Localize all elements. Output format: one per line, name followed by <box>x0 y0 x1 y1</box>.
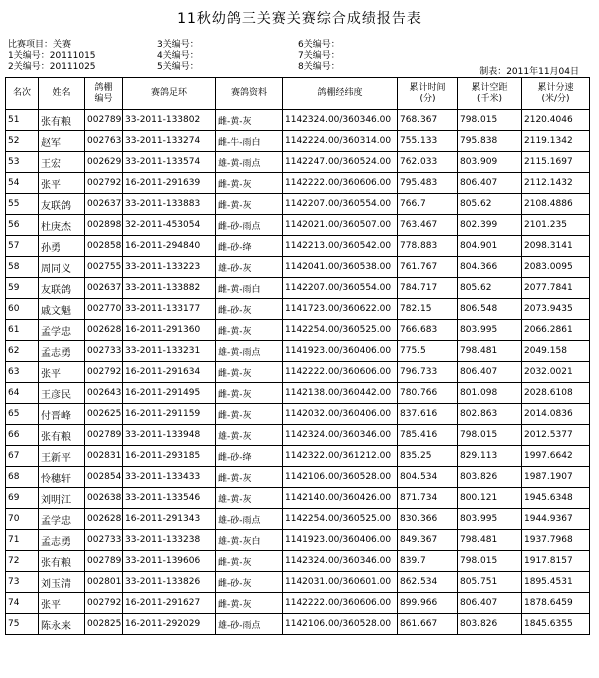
cell-ring: 16-2011-291639 <box>123 173 216 194</box>
cell-speed: 2120.4046 <box>522 110 590 131</box>
cell-info: 雄-砂-灰 <box>216 257 283 278</box>
cell-loft-id: 002637 <box>85 194 123 215</box>
cell-time: 761.767 <box>398 257 458 278</box>
cell-rank: 54 <box>6 173 39 194</box>
cell-time: 835.25 <box>398 446 458 467</box>
cell-name: 怜穗轩 <box>39 467 85 488</box>
cell-ring: 33-2011-133177 <box>123 299 216 320</box>
cell-speed: 2098.3141 <box>522 236 590 257</box>
cell-ring: 33-2011-133883 <box>123 194 216 215</box>
cell-info: 雌-黄-灰 <box>216 362 283 383</box>
cell-time: 778.883 <box>398 236 458 257</box>
cell-distance: 805.62 <box>458 278 522 299</box>
cell-name: 张有粮 <box>39 551 85 572</box>
cell-distance: 806.407 <box>458 173 522 194</box>
cell-ring: 33-2011-133574 <box>123 152 216 173</box>
cell-loft-id: 002854 <box>85 467 123 488</box>
cell-loft-id: 002733 <box>85 341 123 362</box>
table-row <box>6 572 590 593</box>
cell-name: 周同义 <box>39 257 85 278</box>
cell-loft-id: 002792 <box>85 173 123 194</box>
cell-info: 雄-砂-雨点 <box>216 614 283 635</box>
cell-rank: 57 <box>6 236 39 257</box>
meta-right <box>298 40 340 73</box>
cell-coords: 1142106.00/360528.00 <box>283 467 398 488</box>
cell-distance: 829.113 <box>458 446 522 467</box>
col-coords: 鸽棚经纬度 <box>283 78 398 110</box>
cell-rank: 51 <box>6 110 39 131</box>
cell-coords: 1142138.00/360442.00 <box>283 383 398 404</box>
cell-time: 849.367 <box>398 530 458 551</box>
cell-time: 862.534 <box>398 572 458 593</box>
cell-rank: 61 <box>6 320 39 341</box>
cell-ring: 33-2011-133802 <box>123 110 216 131</box>
table-row <box>6 593 590 614</box>
cell-speed: 1944.9367 <box>522 509 590 530</box>
cell-name: 王彦民 <box>39 383 85 404</box>
cell-loft-id: 002628 <box>85 320 123 341</box>
cell-speed: 1945.6348 <box>522 488 590 509</box>
table-row <box>6 110 590 131</box>
cell-rank: 65 <box>6 404 39 425</box>
cell-ring: 33-2011-133546 <box>123 488 216 509</box>
cell-speed: 2049.158 <box>522 341 590 362</box>
cell-time: 830.366 <box>398 509 458 530</box>
table-row <box>6 530 590 551</box>
meta-stage-6: 6关编号： <box>298 40 340 50</box>
col-loft-id: 鸽棚 编号 <box>85 78 123 110</box>
cell-info: 雌-黄-灰 <box>216 383 283 404</box>
cell-distance: 804.901 <box>458 236 522 257</box>
cell-coords: 1142207.00/360554.00 <box>283 194 398 215</box>
cell-coords: 1142213.00/360542.00 <box>283 236 398 257</box>
cell-rank: 56 <box>6 215 39 236</box>
cell-rank: 60 <box>6 299 39 320</box>
cell-loft-id: 002637 <box>85 278 123 299</box>
cell-name: 孙勇 <box>39 236 85 257</box>
meta-stage-8: 8关编号： <box>298 62 340 72</box>
cell-ring: 33-2011-133948 <box>123 425 216 446</box>
cell-ring: 16-2011-291495 <box>123 383 216 404</box>
cell-time: 839.7 <box>398 551 458 572</box>
cell-info: 雌-砂-灰 <box>216 299 283 320</box>
cell-speed: 1845.6355 <box>522 614 590 635</box>
cell-ring: 33-2011-133223 <box>123 257 216 278</box>
meta-stage-3: 3关编号： <box>157 40 199 50</box>
cell-speed: 2028.6108 <box>522 383 590 404</box>
table-row <box>6 425 590 446</box>
cell-loft-id: 002628 <box>85 509 123 530</box>
cell-info: 雄-黄-灰白 <box>216 530 283 551</box>
cell-rank: 66 <box>6 425 39 446</box>
made-date: 制表：2011年11月04日 <box>479 67 579 77</box>
cell-coords: 1142247.00/360524.00 <box>283 152 398 173</box>
col-ring: 赛鸽足环 <box>123 78 216 110</box>
cell-name: 友联鸽 <box>39 194 85 215</box>
table-row <box>6 488 590 509</box>
cell-name: 孟学忠 <box>39 320 85 341</box>
table-row <box>6 299 590 320</box>
cell-rank: 72 <box>6 551 39 572</box>
cell-distance: 805.751 <box>458 572 522 593</box>
col-info: 赛鸽资料 <box>216 78 283 110</box>
cell-distance: 802.863 <box>458 404 522 425</box>
cell-speed: 1878.6459 <box>522 593 590 614</box>
cell-coords: 1142324.00/360346.00 <box>283 551 398 572</box>
cell-info: 雌-砂-雨点 <box>216 215 283 236</box>
cell-loft-id: 002789 <box>85 425 123 446</box>
cell-distance: 800.121 <box>458 488 522 509</box>
table-row <box>6 236 590 257</box>
cell-name: 张平 <box>39 362 85 383</box>
cell-time: 871.734 <box>398 488 458 509</box>
cell-coords: 1142222.00/360606.00 <box>283 362 398 383</box>
cell-info: 雄-黄-雨点 <box>216 341 283 362</box>
cell-distance: 806.548 <box>458 299 522 320</box>
cell-ring: 16-2011-292029 <box>123 614 216 635</box>
cell-coords: 1142207.00/360554.00 <box>283 278 398 299</box>
cell-rank: 74 <box>6 593 39 614</box>
cell-info: 雄-黄-灰 <box>216 425 283 446</box>
cell-loft-id: 002898 <box>85 215 123 236</box>
cell-info: 雌-砂-绛 <box>216 236 283 257</box>
meta-event: 比赛项目：关赛 <box>8 40 72 50</box>
cell-info: 雌-黄-灰 <box>216 551 283 572</box>
cell-name: 友联鸽 <box>39 278 85 299</box>
cell-speed: 2012.5377 <box>522 425 590 446</box>
cell-speed: 1987.1907 <box>522 467 590 488</box>
meta-middle <box>157 40 199 73</box>
cell-distance: 804.366 <box>458 257 522 278</box>
cell-name: 付晋峰 <box>39 404 85 425</box>
cell-distance: 798.015 <box>458 110 522 131</box>
table-row <box>6 215 590 236</box>
cell-info: 雄-砂-雨点 <box>216 509 283 530</box>
table-row <box>6 509 590 530</box>
cell-time: 861.667 <box>398 614 458 635</box>
cell-time: 766.7 <box>398 194 458 215</box>
col-rank: 名次 <box>6 78 39 110</box>
cell-coords: 1142041.00/360538.00 <box>283 257 398 278</box>
cell-speed: 2066.2861 <box>522 320 590 341</box>
cell-rank: 69 <box>6 488 39 509</box>
cell-loft-id: 002733 <box>85 530 123 551</box>
cell-ring: 33-2011-133231 <box>123 341 216 362</box>
results-table <box>5 77 590 635</box>
cell-distance: 806.407 <box>458 593 522 614</box>
cell-rank: 70 <box>6 509 39 530</box>
cell-info: 雌-黄-灰 <box>216 194 283 215</box>
cell-coords: 1142254.00/360525.00 <box>283 509 398 530</box>
cell-speed: 1937.7968 <box>522 530 590 551</box>
cell-loft-id: 002789 <box>85 551 123 572</box>
cell-loft-id: 002755 <box>85 257 123 278</box>
cell-coords: 1141923.00/360406.00 <box>283 341 398 362</box>
cell-rank: 71 <box>6 530 39 551</box>
cell-rank: 62 <box>6 341 39 362</box>
cell-coords: 1142140.00/360426.00 <box>283 488 398 509</box>
cell-rank: 52 <box>6 131 39 152</box>
cell-coords: 1142222.00/360606.00 <box>283 173 398 194</box>
meta-left <box>8 40 96 73</box>
cell-loft-id: 002625 <box>85 404 123 425</box>
cell-time: 784.717 <box>398 278 458 299</box>
cell-info: 雌-黄-灰 <box>216 173 283 194</box>
cell-rank: 58 <box>6 257 39 278</box>
table-row <box>6 383 590 404</box>
col-time: 累计时间 (分) <box>398 78 458 110</box>
cell-ring: 33-2011-139606 <box>123 551 216 572</box>
cell-name: 张平 <box>39 593 85 614</box>
meta-stage-2: 2关编号：20111025 <box>8 62 96 72</box>
cell-speed: 1895.4531 <box>522 572 590 593</box>
cell-rank: 55 <box>6 194 39 215</box>
cell-time: 780.766 <box>398 383 458 404</box>
cell-ring: 16-2011-291159 <box>123 404 216 425</box>
cell-ring: 16-2011-291360 <box>123 320 216 341</box>
cell-coords: 1142324.00/360346.00 <box>283 110 398 131</box>
cell-info: 雌-黄-灰 <box>216 404 283 425</box>
cell-distance: 798.481 <box>458 530 522 551</box>
cell-distance: 803.995 <box>458 320 522 341</box>
cell-rank: 68 <box>6 467 39 488</box>
cell-speed: 2101.235 <box>522 215 590 236</box>
cell-time: 782.15 <box>398 299 458 320</box>
cell-name: 刘明江 <box>39 488 85 509</box>
cell-distance: 803.826 <box>458 614 522 635</box>
cell-rank: 63 <box>6 362 39 383</box>
table-row <box>6 362 590 383</box>
cell-rank: 67 <box>6 446 39 467</box>
meta-stage-7: 7关编号： <box>298 51 340 61</box>
cell-distance: 805.62 <box>458 194 522 215</box>
cell-speed: 1997.6642 <box>522 446 590 467</box>
cell-time: 837.616 <box>398 404 458 425</box>
cell-speed: 2032.0021 <box>522 362 590 383</box>
cell-time: 796.733 <box>398 362 458 383</box>
cell-info: 雌-砂-绛 <box>216 446 283 467</box>
table-row <box>6 446 590 467</box>
cell-distance: 798.481 <box>458 341 522 362</box>
table-row <box>6 257 590 278</box>
cell-distance: 802.399 <box>458 215 522 236</box>
cell-time: 795.483 <box>398 173 458 194</box>
cell-name: 陈永来 <box>39 614 85 635</box>
cell-loft-id: 002643 <box>85 383 123 404</box>
cell-rank: 75 <box>6 614 39 635</box>
cell-name: 孟学忠 <box>39 509 85 530</box>
cell-rank: 73 <box>6 572 39 593</box>
cell-time: 768.367 <box>398 110 458 131</box>
cell-time: 755.133 <box>398 131 458 152</box>
table-row <box>6 131 590 152</box>
cell-loft-id: 002763 <box>85 131 123 152</box>
cell-distance: 803.909 <box>458 152 522 173</box>
cell-distance: 803.826 <box>458 467 522 488</box>
table-row <box>6 614 590 635</box>
cell-distance: 795.838 <box>458 131 522 152</box>
cell-rank: 53 <box>6 152 39 173</box>
cell-coords: 1142224.00/360314.00 <box>283 131 398 152</box>
cell-speed: 2073.9435 <box>522 299 590 320</box>
table-row <box>6 152 590 173</box>
table-row <box>6 173 590 194</box>
cell-loft-id: 002801 <box>85 572 123 593</box>
table-row <box>6 467 590 488</box>
cell-speed: 2077.7841 <box>522 278 590 299</box>
cell-name: 王新平 <box>39 446 85 467</box>
cell-rank: 59 <box>6 278 39 299</box>
cell-time: 766.683 <box>398 320 458 341</box>
cell-time: 762.033 <box>398 152 458 173</box>
cell-ring: 16-2011-291343 <box>123 509 216 530</box>
cell-time: 775.5 <box>398 341 458 362</box>
cell-speed: 2112.1432 <box>522 173 590 194</box>
cell-distance: 806.407 <box>458 362 522 383</box>
cell-ring: 16-2011-293185 <box>123 446 216 467</box>
cell-info: 雌-黄-雨白 <box>216 278 283 299</box>
table-row <box>6 194 590 215</box>
cell-info: 雌-黄-灰 <box>216 110 283 131</box>
cell-coords: 1141723.00/360622.00 <box>283 299 398 320</box>
report-title: 11秋幼鸽三关赛关赛综合成绩报告表 <box>177 11 422 27</box>
cell-speed: 2119.1342 <box>522 131 590 152</box>
cell-name: 孟志勇 <box>39 341 85 362</box>
cell-name: 张平 <box>39 173 85 194</box>
cell-distance: 798.015 <box>458 425 522 446</box>
cell-loft-id: 002792 <box>85 362 123 383</box>
cell-ring: 32-2011-453054 <box>123 215 216 236</box>
cell-coords: 1142254.00/360525.00 <box>283 320 398 341</box>
cell-time: 763.467 <box>398 215 458 236</box>
cell-loft-id: 002792 <box>85 593 123 614</box>
cell-coords: 1142031.00/360601.00 <box>283 572 398 593</box>
cell-loft-id: 002770 <box>85 299 123 320</box>
cell-info: 雌-黄-灰 <box>216 467 283 488</box>
cell-time: 804.534 <box>398 467 458 488</box>
col-name: 姓名 <box>39 78 85 110</box>
cell-name: 戚文魁 <box>39 299 85 320</box>
table-row <box>6 404 590 425</box>
cell-name: 张有粮 <box>39 425 85 446</box>
cell-speed: 1917.8157 <box>522 551 590 572</box>
cell-ring: 16-2011-291634 <box>123 362 216 383</box>
cell-distance: 798.015 <box>458 551 522 572</box>
cell-info: 雌-牛-雨白 <box>216 131 283 152</box>
cell-info: 雄-黄-雨点 <box>216 152 283 173</box>
cell-time: 899.966 <box>398 593 458 614</box>
cell-distance: 803.995 <box>458 509 522 530</box>
cell-coords: 1142222.00/360606.00 <box>283 593 398 614</box>
cell-info: 雌-黄-灰 <box>216 593 283 614</box>
cell-name: 孟志勇 <box>39 530 85 551</box>
cell-ring: 16-2011-294840 <box>123 236 216 257</box>
cell-info: 雌-黄-灰 <box>216 320 283 341</box>
table-row <box>6 341 590 362</box>
cell-coords: 1142032.00/360406.00 <box>283 404 398 425</box>
cell-speed: 2014.0836 <box>522 404 590 425</box>
col-distance: 累计空距 (千米) <box>458 78 522 110</box>
cell-speed: 2115.1697 <box>522 152 590 173</box>
cell-loft-id: 002629 <box>85 152 123 173</box>
cell-time: 785.416 <box>398 425 458 446</box>
cell-info: 雌-砂-灰 <box>216 572 283 593</box>
cell-distance: 801.098 <box>458 383 522 404</box>
cell-speed: 2083.0095 <box>522 257 590 278</box>
cell-coords: 1142324.00/360346.00 <box>283 425 398 446</box>
table-row <box>6 278 590 299</box>
cell-speed: 2108.4886 <box>522 194 590 215</box>
cell-name: 刘玉清 <box>39 572 85 593</box>
cell-ring: 33-2011-133274 <box>123 131 216 152</box>
cell-name: 杜庚杰 <box>39 215 85 236</box>
cell-rank: 64 <box>6 383 39 404</box>
cell-loft-id: 002789 <box>85 110 123 131</box>
cell-coords: 1141923.00/360406.00 <box>283 530 398 551</box>
cell-ring: 33-2011-133882 <box>123 278 216 299</box>
cell-name: 赵军 <box>39 131 85 152</box>
cell-name: 王宏 <box>39 152 85 173</box>
meta-stage-5: 5关编号： <box>157 62 199 72</box>
cell-name: 张有粮 <box>39 110 85 131</box>
cell-ring: 33-2011-133238 <box>123 530 216 551</box>
meta-stage-1: 1关编号：20111015 <box>8 51 96 61</box>
cell-loft-id: 002831 <box>85 446 123 467</box>
cell-ring: 33-2011-133826 <box>123 572 216 593</box>
cell-ring: 16-2011-291627 <box>123 593 216 614</box>
meta-stage-4: 4关编号： <box>157 51 199 61</box>
table-row <box>6 551 590 572</box>
cell-info: 雄-黄-灰 <box>216 488 283 509</box>
cell-coords: 1142021.00/360507.00 <box>283 215 398 236</box>
cell-loft-id: 002858 <box>85 236 123 257</box>
col-speed: 累计分速 (米/分) <box>522 78 590 110</box>
cell-ring: 33-2011-133433 <box>123 467 216 488</box>
cell-coords: 1142322.00/361212.00 <box>283 446 398 467</box>
cell-coords: 1142106.00/360528.00 <box>283 614 398 635</box>
cell-loft-id: 002825 <box>85 614 123 635</box>
cell-loft-id: 002638 <box>85 488 123 509</box>
table-row <box>6 320 590 341</box>
header-row <box>6 78 590 110</box>
